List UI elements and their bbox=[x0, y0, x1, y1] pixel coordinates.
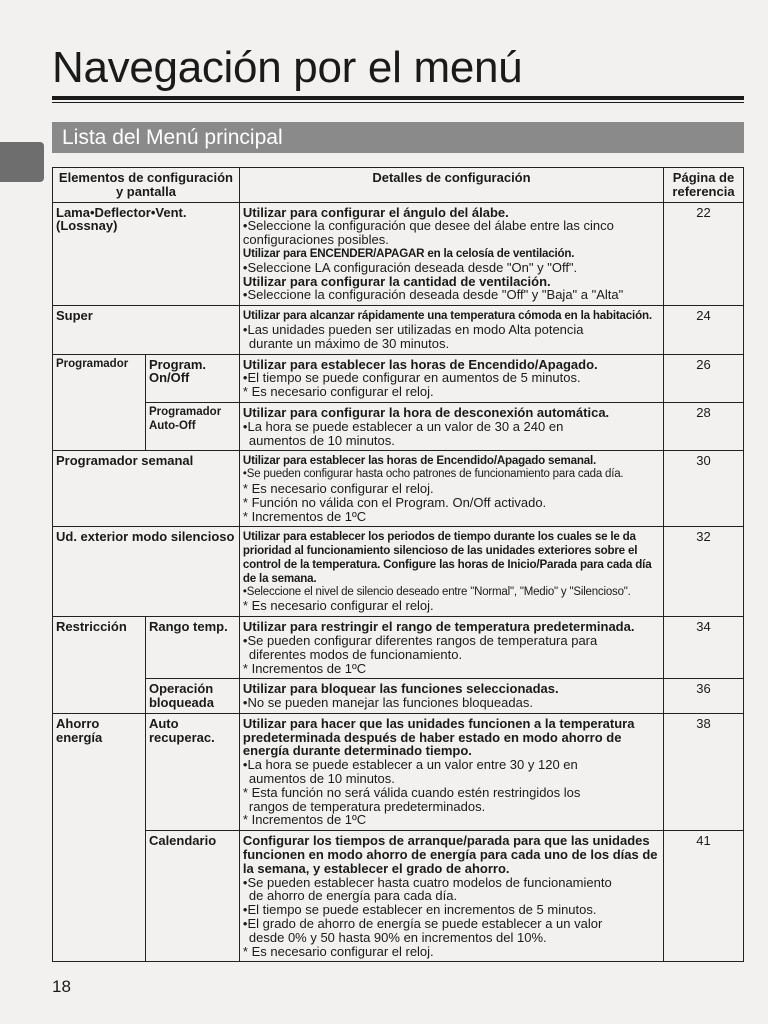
chapter-tab bbox=[0, 142, 44, 182]
detail-line: •Las unidades pueden ser utilizadas en modo Alta potencia bbox=[242, 321, 584, 337]
row-label: Program. On/Off bbox=[145, 354, 239, 402]
row-details bbox=[239, 202, 663, 306]
table-row bbox=[53, 354, 744, 402]
detail-line: diferentes modos de funcionamiento. bbox=[248, 646, 463, 662]
title-rule-thin bbox=[52, 102, 744, 103]
detail-line: •El grado de ahorro de energía se puede establecer a un valor bbox=[242, 916, 603, 932]
row-details bbox=[239, 306, 663, 354]
row-label: Operación bloqueada bbox=[145, 679, 239, 714]
row-details bbox=[239, 617, 663, 679]
detail-line: de ahorro de energía para cada día. bbox=[248, 888, 458, 904]
detail-line: •Se pueden establecer hasta cuatro modelos de funcionamiento bbox=[242, 874, 612, 890]
header-details: Detalles de configuración bbox=[239, 168, 663, 203]
detail-line: desde 0% y 50 hasta 90% en incrementos del 10%. bbox=[248, 929, 547, 945]
row-page-ref: 26 bbox=[664, 354, 744, 402]
detail-line: * Es necesario configurar el reloj. bbox=[242, 480, 434, 496]
row-page-ref: 24 bbox=[664, 306, 744, 354]
row-label: Ud. exterior modo silencioso bbox=[53, 527, 240, 617]
table-row bbox=[53, 679, 744, 714]
detail-line: •La hora se puede establecer a un valor de 30 a 240 en bbox=[242, 418, 564, 434]
row-page-ref: 34 bbox=[664, 617, 744, 679]
header-reference: Página de referencia bbox=[664, 168, 744, 203]
table-row bbox=[53, 451, 744, 527]
detail-line: aumentos de 10 minutos. bbox=[248, 771, 395, 787]
detail-line: * Incrementos de 1ºC bbox=[242, 508, 367, 524]
row-details bbox=[239, 451, 663, 527]
detail-line: •No se pueden manejar las funciones bloqueadas. bbox=[242, 695, 533, 711]
detail-line: •Se pueden configurar diferentes rangos de temperatura para bbox=[242, 632, 598, 648]
row-label: Super bbox=[53, 306, 240, 354]
page-number: 18 bbox=[52, 977, 71, 996]
detail-line: rangos de temperatura predeterminados. bbox=[248, 798, 486, 814]
detail-line: * Es necesario configurar el reloj. bbox=[242, 598, 434, 614]
group-label: Ahorro energía bbox=[53, 713, 146, 962]
row-page-ref: 38 bbox=[664, 713, 744, 830]
header-elements: Elementos de configuración y pantalla bbox=[53, 168, 240, 203]
row-page-ref: 22 bbox=[664, 202, 744, 306]
row-details bbox=[239, 527, 663, 617]
detail-heading: Utilizar para configurar el ángulo del álabe. bbox=[242, 204, 509, 220]
row-page-ref: 32 bbox=[664, 527, 744, 617]
row-details bbox=[239, 354, 663, 402]
detail-line: * Es necesario configurar el reloj. bbox=[242, 943, 434, 959]
row-label: Programador Auto-Off bbox=[145, 402, 239, 450]
detail-line: durante un máximo de 30 minutos. bbox=[248, 335, 450, 351]
detail-heading: Configurar los tiempos de arranque/parada para que las unidades funcionen en modo ahorro de energía para cada uno de los días de la semana, y establecer el grado de ahorro. bbox=[242, 833, 658, 876]
detail-heading: Utilizar para establecer los periodos de tiempo durante los cuales se le da prioridad al funcionamiento silencioso de las unidades exteriores sobre el control de la temperatura. Configure las horas de Inicio/Parada para cada día de la semana. bbox=[242, 530, 652, 585]
detail-line: •El tiempo se puede configurar en aumentos de 5 minutos. bbox=[242, 370, 581, 386]
table-row bbox=[53, 617, 744, 679]
table-row bbox=[53, 527, 744, 617]
detail-heading: Utilizar para configurar la hora de desconexión automática. bbox=[242, 404, 610, 420]
row-label: Lama•Deflector•Vent. (Lossnay) bbox=[53, 202, 240, 306]
detail-heading: Utilizar para establecer las horas de Encendido/Apagado semanal. bbox=[242, 454, 597, 468]
table-row bbox=[53, 831, 744, 962]
detail-line: * Incrementos de 1ºC bbox=[242, 812, 367, 828]
detail-line: •Seleccione la configuración deseada desde "Off" y "Baja" a "Alta" bbox=[242, 287, 624, 303]
table-header-row bbox=[53, 168, 744, 203]
section-heading: Lista del Menú principal bbox=[52, 122, 744, 153]
detail-heading: Utilizar para ENCENDER/APAGAR en la celosía de ventilación. bbox=[242, 246, 575, 260]
row-page-ref: 30 bbox=[664, 451, 744, 527]
row-details bbox=[239, 402, 663, 450]
detail-heading: Utilizar para restringir el rango de temperatura predeterminada. bbox=[242, 619, 635, 635]
table-row bbox=[53, 202, 744, 306]
row-label: Auto recuperac. bbox=[145, 713, 239, 830]
detail-line: * Es necesario configurar el reloj. bbox=[242, 384, 434, 400]
page-title: Navegación por el menú bbox=[52, 43, 523, 92]
detail-line: •El tiempo se puede establecer en incrementos de 5 minutos. bbox=[242, 902, 597, 918]
detail-heading: Utilizar para hacer que las unidades funcionen a la temperatura predeterminada después de haber estado en modo ahorro de energía durante determinado tiempo. bbox=[242, 715, 635, 759]
row-page-ref: 28 bbox=[664, 402, 744, 450]
detail-line: * Esta función no será válida cuando estén restringidos los bbox=[242, 784, 581, 800]
detail-line: * Incrementos de 1ºC bbox=[242, 660, 367, 676]
main-menu-table bbox=[52, 167, 744, 962]
detail-heading: Utilizar para alcanzar rápidamente una temperatura cómoda en la habitación. bbox=[242, 309, 652, 323]
detail-line: * Función no válida con el Program. On/Off activado. bbox=[242, 494, 547, 510]
table-row bbox=[53, 402, 744, 450]
table-row bbox=[53, 713, 744, 830]
row-page-ref: 36 bbox=[664, 679, 744, 714]
row-details bbox=[239, 831, 663, 962]
row-label: Programador semanal bbox=[53, 451, 240, 527]
detail-line: •Seleccione LA configuración deseada desde "On" y "Off". bbox=[242, 259, 578, 275]
detail-line: •Se pueden configurar hasta ocho patrones de funcionamiento para cada día. bbox=[242, 468, 624, 481]
row-page-ref: 41 bbox=[664, 831, 744, 962]
detail-line: •Seleccione la configuración que desee del álabe entre las cinco configuraciones posibles. bbox=[242, 218, 614, 248]
detail-line: aumentos de 10 minutos. bbox=[248, 432, 395, 448]
detail-heading: Utilizar para bloquear las funciones seleccionadas. bbox=[242, 681, 559, 697]
row-details bbox=[239, 679, 663, 714]
row-label: Rango temp. bbox=[145, 617, 239, 679]
detail-heading: Utilizar para establecer las horas de Encendido/Apagado. bbox=[242, 356, 598, 372]
row-details bbox=[239, 713, 663, 830]
group-label: Programador bbox=[53, 354, 146, 451]
detail-heading: Utilizar para configurar la cantidad de ventilación. bbox=[242, 273, 551, 289]
row-label: Calendario bbox=[145, 831, 239, 962]
title-rule bbox=[52, 96, 744, 100]
group-label: Restricción bbox=[53, 617, 146, 714]
detail-line: •La hora se puede establecer a un valor entre 30 y 120 en bbox=[242, 757, 578, 773]
detail-line: •Seleccione el nivel de silencio deseado entre "Normal", "Medio" y "Silencioso". bbox=[242, 585, 631, 598]
table-row bbox=[53, 306, 744, 354]
